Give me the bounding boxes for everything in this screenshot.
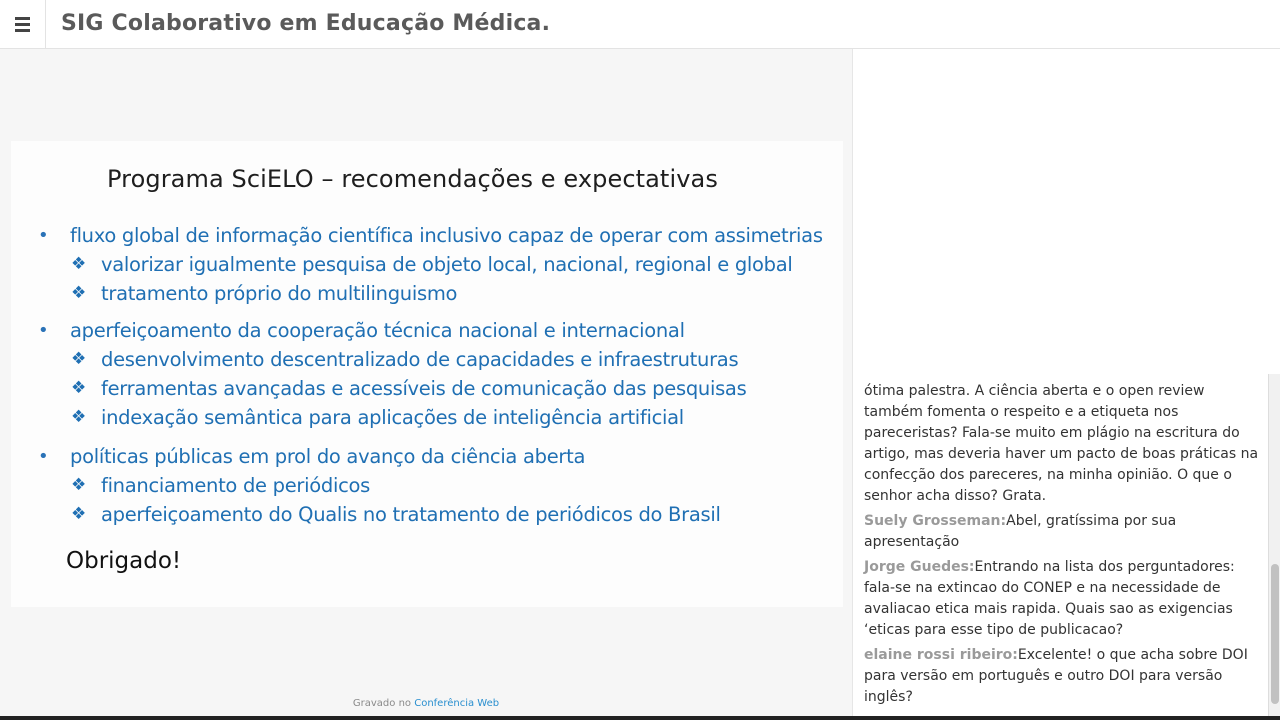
top-bar [0, 0, 1280, 49]
slide-sub-bullet: tratamento próprio do multilinguismo [101, 282, 458, 305]
diamond-bullet-icon: ❖ [71, 283, 87, 303]
page-title: SIG Colaborativo em Educação Médica. [61, 11, 551, 36]
diamond-bullet-icon: ❖ [71, 254, 87, 274]
slide [11, 141, 843, 607]
credit-link[interactable]: Conferência Web [414, 698, 500, 709]
slide-sub-bullet: ferramentas avançadas e acessíveis de comunicação das pesquisas [101, 377, 747, 400]
bullet-dot-icon: • [38, 320, 49, 341]
recording-credit [0, 698, 852, 709]
diamond-bullet-icon: ❖ [71, 349, 87, 369]
chat-message-text: ótima palestra. A ciência aberta e o open review também fomenta o respeito e a etiqueta nos pareceristas? Fala-se muito em plágio na escritura do artigo, mas deveria haver um pacto de boas práticas na confecção dos pareceres, na minha opinião. O que o senhor acha disso? Grata. [864, 383, 1259, 504]
side-panel [852, 49, 1280, 716]
chat-message [864, 381, 1260, 507]
slide-title: Programa SciELO – recomendações e expectativas [107, 165, 718, 193]
slide-sub-bullet: valorizar igualmente pesquisa de objeto local, nacional, regional e global [101, 253, 793, 276]
chat-author: Suely Grosseman: [864, 513, 1007, 529]
slide-sub-bullet: indexação semântica para aplicações de inteligência artificial [101, 406, 684, 429]
chat-message [864, 511, 1260, 553]
chat-author: elaine rossi ribeiro: [864, 647, 1018, 663]
chat-message-text: Entrando na lista dos perguntadores: fala-se na extincao do CONEP e na necessidade de avaliacao etica mais rapida. Quais sao as exigencias ‘eticas para esse tipo de publicacao? [864, 559, 1235, 638]
diamond-bullet-icon: ❖ [71, 475, 87, 495]
slide-sub-bullet: desenvolvimento descentralizado de capacidades e infraestruturas [101, 348, 739, 371]
chat-scrollbar[interactable] [1268, 374, 1280, 716]
diamond-bullet-icon: ❖ [71, 407, 87, 427]
slide-bullet: aperfeiçoamento da cooperação técnica nacional e internacional [70, 319, 685, 342]
diamond-bullet-icon: ❖ [71, 504, 87, 524]
slide-bullet: fluxo global de informação científica inclusivo capaz de operar com assimetrias [70, 224, 823, 247]
slide-closing: Obrigado! [66, 548, 182, 574]
slide-sub-bullet: financiamento de periódicos [101, 474, 370, 497]
credit-prefix: Gravado no [352, 698, 412, 709]
chat-panel [853, 374, 1269, 716]
presentation-area [0, 49, 852, 716]
slide-bullet: políticas públicas em prol do avanço da ciência aberta [70, 445, 586, 468]
chat-message [864, 645, 1260, 708]
diamond-bullet-icon: ❖ [71, 378, 87, 398]
chat-message-text: Excelente! o que acha sobre DOI para versão em português e outro DOI para versão inglês? [864, 647, 1248, 705]
hamburger-menu-icon[interactable] [0, 0, 46, 49]
slide-sub-bullet: aperfeiçoamento do Qualis no tratamento de periódicos do Brasil [101, 503, 721, 526]
chat-message-text: Abel, gratíssima por sua apresentação [864, 513, 1177, 550]
bullet-dot-icon: • [38, 225, 49, 246]
bottom-border [0, 716, 1280, 720]
chat-scrollbar-thumb[interactable] [1271, 564, 1279, 704]
bullet-dot-icon: • [38, 446, 49, 467]
chat-message [864, 557, 1260, 641]
chat-author: Jorge Guedes: [864, 559, 975, 575]
